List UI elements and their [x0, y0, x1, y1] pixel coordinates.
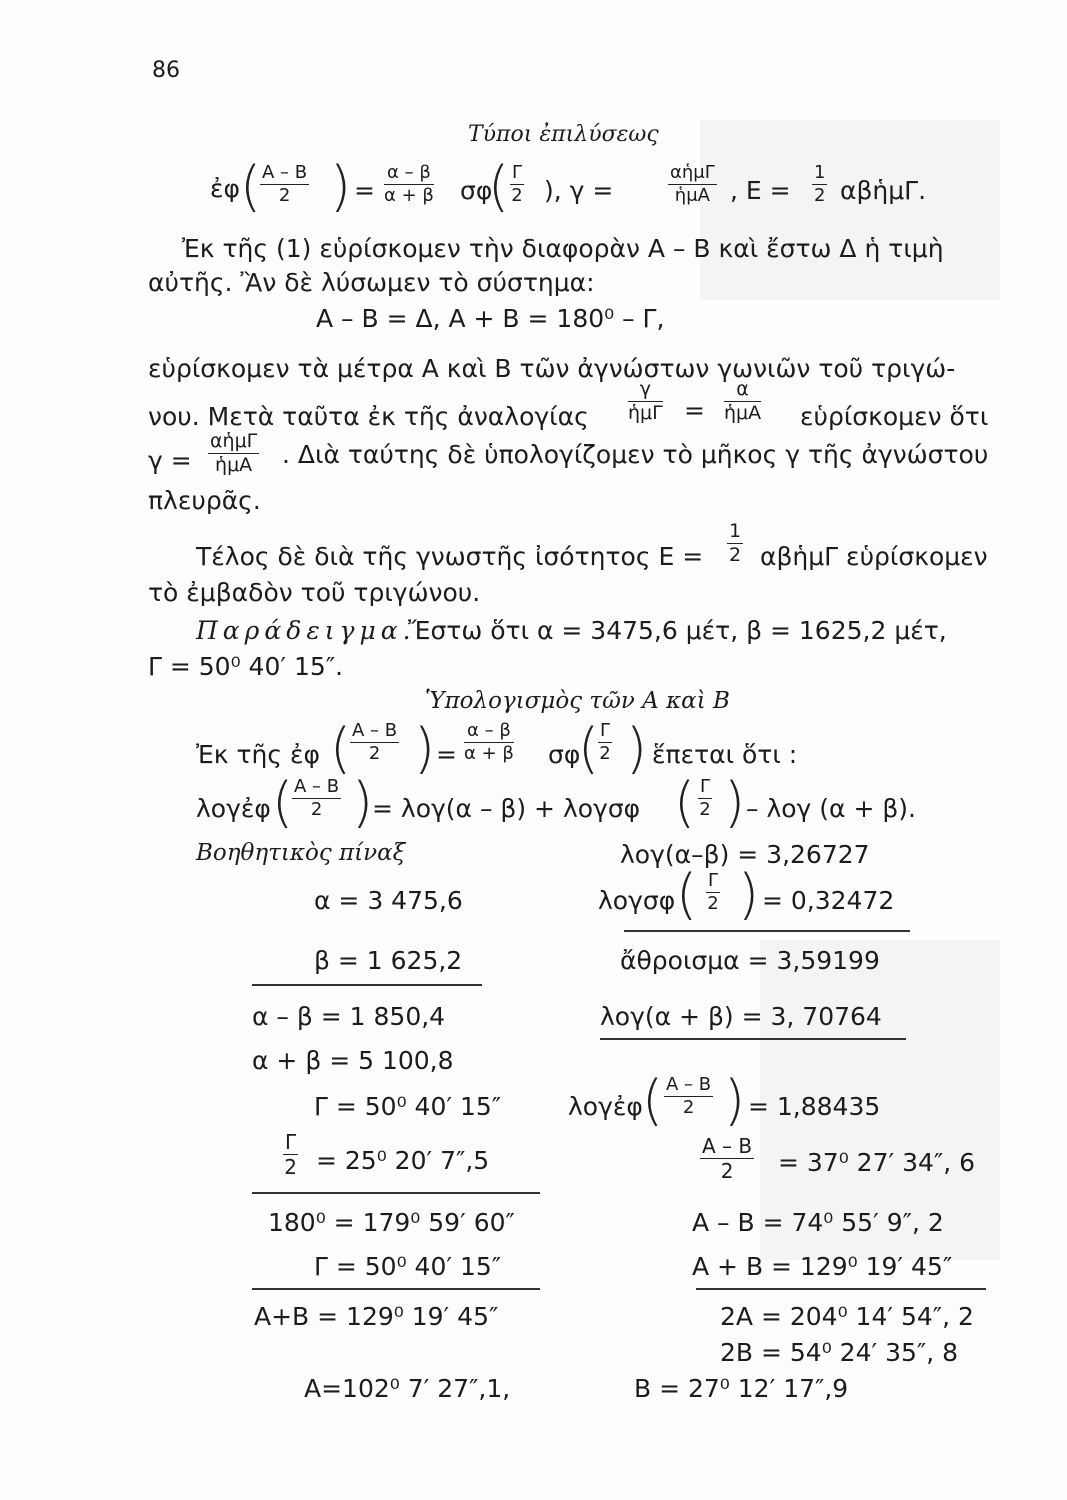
half-difference: $\frac{A - B}{2}$: [702, 1134, 753, 1183]
rule: [252, 1288, 540, 1290]
paragraph-line: τὸ ἐμβαδὸν τοῦ τριγώνου.: [148, 578, 481, 607]
two-a: 2A = 204⁰ 14′ 54″, 2: [720, 1302, 974, 1331]
a-plus-b: A + B = 129⁰ 19′ 45″: [692, 1252, 953, 1281]
paragraph-line: Γ = 50⁰ 40′ 15″.: [148, 652, 344, 681]
paragraph-line: Ἐκ τῆς (1) εὑρίσκομεν τὴν διαφορὰν A – B καὶ ἔστω Δ ἡ τιμὴ: [182, 234, 944, 263]
half-difference-value: = 37⁰ 27′ 34″, 6: [778, 1148, 976, 1177]
value-a-final: A=102⁰ 7′ 27″,1,: [304, 1374, 511, 1403]
two-b: 2B = 54⁰ 24′ 35″, 8: [720, 1338, 959, 1367]
bleed-through-top: [700, 120, 1000, 300]
log-alpha-minus-beta: λογ(α–β) = 3,26727: [620, 840, 870, 869]
section-heading: Τύποι ἐπιλύσεως: [468, 122, 659, 147]
sum-row: ἄθροισμα = 3,59199: [620, 946, 880, 975]
page-number: 86: [152, 58, 180, 83]
paragraph-line: πλευρᾶς.: [148, 486, 261, 515]
paragraph-line: Τέλος δὲ διὰ τῆς γνωστῆς ἰσότητος E =: [196, 542, 704, 571]
proportion-gamma: γ ἡμΓ: [628, 378, 663, 424]
fraction-gamma-side: αἡμΓ ἡμA: [670, 162, 715, 206]
system-equation: A – B = Δ, A + B = 180⁰ – Γ,: [316, 304, 665, 333]
paragraph-line: Ἔστω ὅτι α = 3475,6 μέτ, β = 1625,2 μέτ,: [408, 616, 947, 645]
fraction-a-minus-b-over-2: $\frac{A - B}{2}$: [262, 162, 308, 206]
logsf-value: = 0,32472: [762, 886, 895, 915]
value-a-plus-b: A+B = 129⁰ 19′ 45″: [254, 1302, 499, 1331]
paragraph-line: γ =: [148, 446, 192, 475]
value-beta: β = 1 625,2: [314, 946, 463, 975]
fraction-one-half: $\frac{1}{2}$: [814, 162, 826, 206]
value-alpha: α = 3 475,6: [314, 886, 463, 915]
logef-value: = 1,88435: [748, 1092, 881, 1121]
rule: [252, 1192, 540, 1194]
paragraph-line: εὑρίσκομεν τὰ μέτρα A καὶ B τῶν ἀγνώστων γωνιῶν τοῦ τριγώ-: [148, 354, 956, 383]
value-gamma-again: Γ = 50⁰ 40′ 15″: [314, 1252, 502, 1281]
value-alpha-minus-beta: α – β = 1 850,4: [252, 1002, 446, 1031]
logef-a-minus-b-half: $\frac{A - B}{2}$: [666, 1074, 712, 1118]
logsf-gamma-half: $\frac{\Gamma}{2}$: [707, 870, 719, 914]
fraction-alpha-beta: $\frac{\alpha - \beta}{\alpha + \beta}$: [384, 162, 434, 206]
paragraph-line: . Διὰ ταύτης δὲ ὑπολογίζομεν τὸ μῆκος γ τῆς ἀγνώστου: [282, 440, 989, 469]
rule: [600, 1038, 906, 1040]
paragraph-line: αβἡμΓ εὑρίσκομεν: [760, 542, 988, 571]
fraction-one-half-2: $\frac{1}{2}$: [729, 520, 742, 566]
rule: [696, 1288, 986, 1290]
paragraph-line: αὐτῆς. Ἂν δὲ λύσωμεν τὸ σύστημα:: [148, 268, 595, 297]
value-gamma: Γ = 50⁰ 40′ 15″: [314, 1092, 502, 1121]
value-gamma-half: = 25⁰ 20′ 7″,5: [316, 1146, 490, 1175]
paragraph-line: νου. Μετὰ ταῦτα ἐκ τῆς ἀναλογίας: [148, 402, 589, 431]
a-minus-b: A – B = 74⁰ 55′ 9″, 2: [692, 1208, 944, 1237]
value-b-final: B = 27⁰ 12′ 17″,9: [634, 1374, 849, 1403]
proportion-alpha: α ἡμA: [724, 378, 762, 424]
rule: [624, 930, 910, 932]
log-alpha-plus-beta: λογ(α + β) = 3, 70764: [600, 1002, 882, 1031]
value-180: 180⁰ = 179⁰ 59′ 60″: [268, 1208, 515, 1237]
gamma-half: $\frac{\Gamma}{2}$: [284, 1130, 297, 1179]
aux-table-label: Βοηθητικὸς πίναξ: [196, 840, 406, 866]
fraction-gamma-side-2: αἡμΓ ἡμA: [210, 430, 258, 476]
paragraph-line: εὑρίσκομεν ὅτι: [800, 402, 989, 431]
fraction-gamma-over-2: $\frac{\Gamma}{2}$: [511, 162, 523, 206]
example-label: Παράδειγμα.: [196, 616, 416, 645]
subheading: Ὑπολογισμὸς τῶν A καὶ B: [425, 688, 730, 714]
rule: [252, 984, 482, 986]
value-alpha-plus-beta: α + β = 5 100,8: [252, 1046, 454, 1075]
